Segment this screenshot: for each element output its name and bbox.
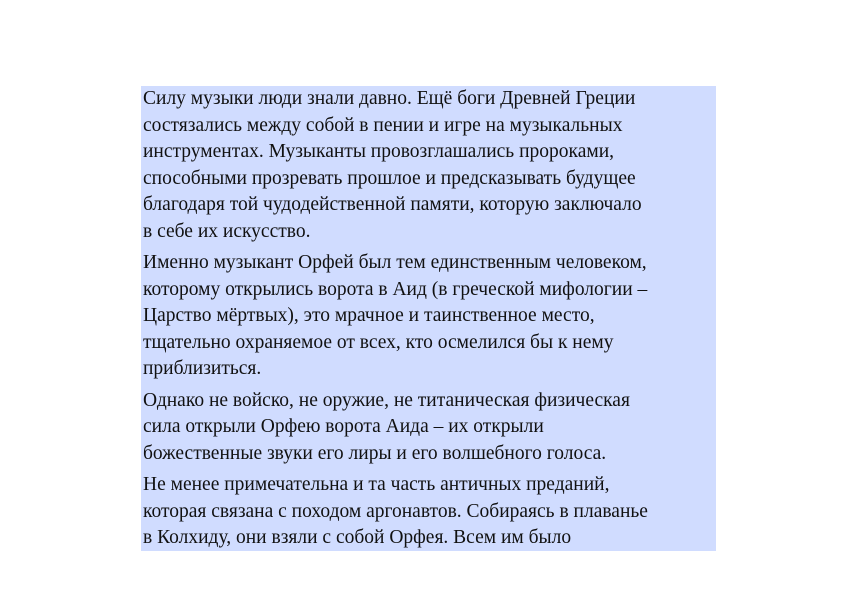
paragraph-4: Не менее примечательна и та часть античных преданий, которая связана с походом аргонавтов. Собираясь в плаванье в Колхиду, они взяли с собой Орфея. Всем им было xyxy=(143,474,648,548)
text-box xyxy=(141,86,716,551)
paragraph-1: Силу музыки люди знали давно. Ещё боги Древней Греции состязались между собой в пении и игре на музыкальных инструментах. Музыканты провозглашались пророками, способными прозревать прошлое и предсказывать будущее благодаря той чудодейственной памяти, которую заключало в себе их искусство. xyxy=(143,88,642,242)
paragraph-3: Однако не войско, не оружие, не титаническая физическая сила открыли Орфею ворота Аида – их открыли божественные звуки его лиры и его волшебного голоса. xyxy=(143,389,630,464)
paragraph-2: Именно музыкант Орфей был тем единственным человеком, которому открылись ворота в Аид (в греческой мифологии – Царство мёртвых), это мрачное и таинственное место, тщательно охраняемое от всех, кто осмелился бы к нему приблизиться. xyxy=(143,252,648,379)
